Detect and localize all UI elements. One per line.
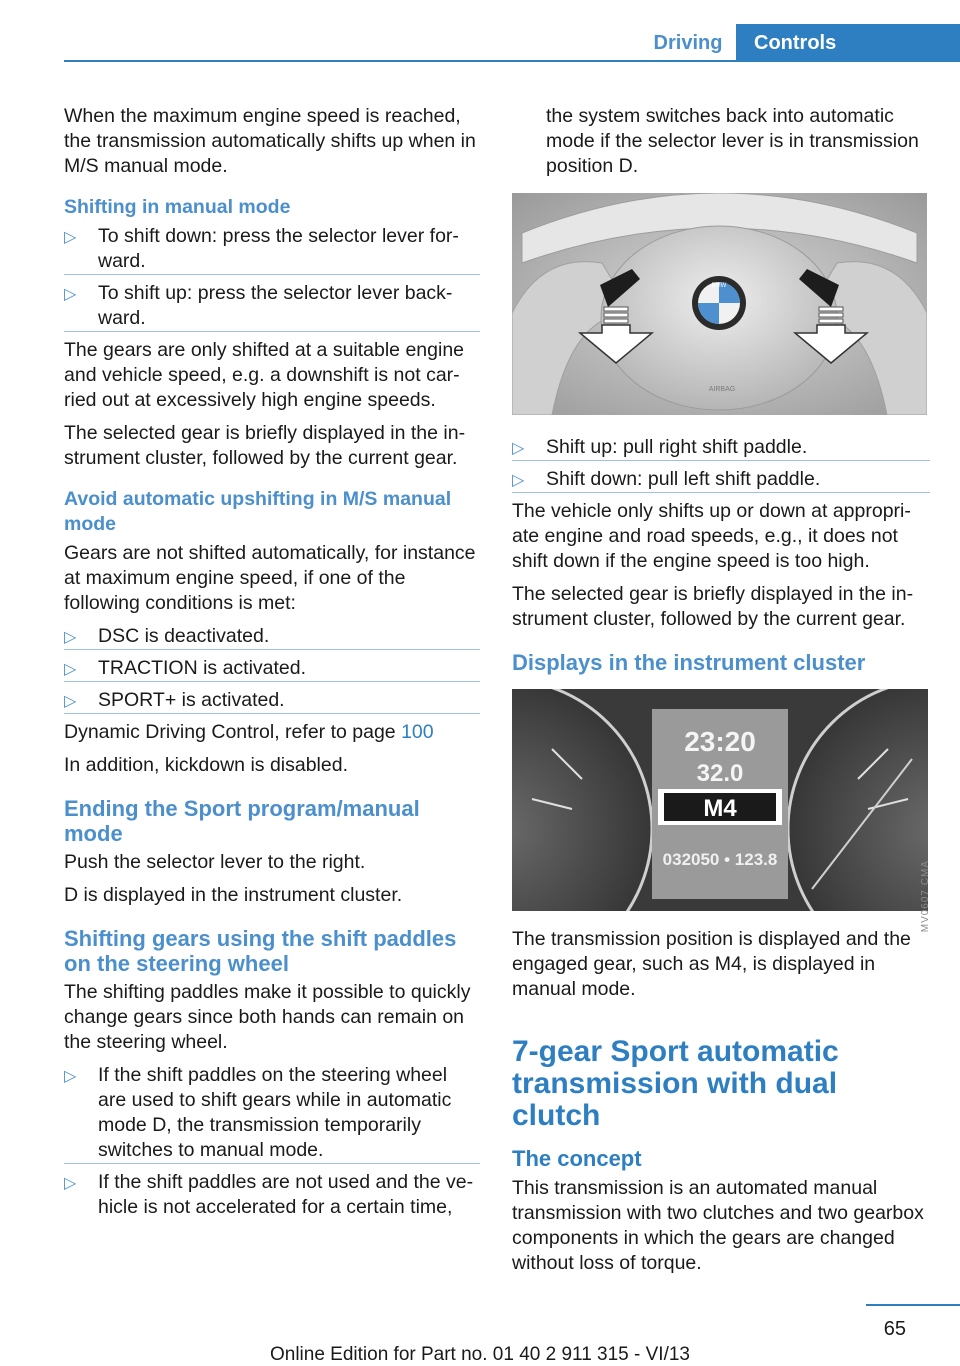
- instrument-cluster-illustration: [512, 689, 928, 911]
- bullet-triangle-icon: ▷: [64, 1068, 77, 1085]
- header-tab-driving: Driving: [653, 32, 723, 54]
- bullet-triangle-icon: ▷: [512, 472, 525, 489]
- right-column: [512, 104, 930, 1284]
- bullet-triangle-icon: ▷: [64, 286, 77, 303]
- footer-rule: [866, 1304, 960, 1306]
- page-link[interactable]: 100: [401, 721, 434, 743]
- header-rule: [64, 60, 960, 62]
- paragraph-page-reference: Dynamic Driving Control, refer to page 100: [64, 721, 434, 743]
- left-column: [64, 104, 480, 1226]
- bullet-triangle-icon: ▷: [512, 440, 525, 457]
- paragraph: The vehicle only shifts up or down at appropriate engine and road speeds, e.g., it does not shift down if the engine speed is too high.: [512, 500, 911, 572]
- steering-wheel-figure: [512, 193, 927, 415]
- steering-wheel-illustration: [512, 193, 927, 415]
- bullet-triangle-icon: ▷: [64, 1175, 77, 1192]
- bullet-triangle-icon: ▷: [64, 661, 77, 678]
- list-item: ▷ If the shift paddles on the steering wheel are used to shift gears while in automatic mode D, the transmission temporarily switches to manual mode.: [64, 1063, 480, 1164]
- heading-manual-mode: Shifting in manual mode: [64, 196, 291, 218]
- instrument-cluster-figure: [512, 689, 928, 911]
- logo-text: BMW: [711, 283, 727, 289]
- paragraph: When the maximum engine speed is reached, the transmission automatically shifts up when in M/S manual mode.: [64, 105, 476, 177]
- list-item: ▷ DSC is deactivated.: [64, 624, 480, 650]
- heading-shift-paddles: Shifting gears using the shift paddles on the steering wheel: [64, 926, 457, 976]
- heading-7-gear: 7-gear Sport automatic transmission with dual clutch: [512, 1035, 839, 1132]
- list-item: ▷ TRACTION is activated.: [64, 656, 480, 682]
- list-item: ▷ Shift up: pull right shift paddle.: [512, 435, 930, 461]
- heading-concept: The concept: [512, 1146, 642, 1171]
- paragraph: In addition, kickdown is disabled.: [64, 754, 348, 776]
- cluster-value: 32.0: [696, 760, 744, 787]
- cluster-odometer: 032050 • 123.8: [662, 850, 778, 869]
- paragraph: the system switches back into automatic mode if the selector lever is in transmission position D.: [546, 105, 919, 177]
- paragraph: The selected gear is briefly displayed in the instrument cluster, followed by the current gear.: [64, 422, 466, 469]
- manual-list: [64, 224, 480, 332]
- paragraph: D is displayed in the instrument cluster.: [64, 884, 403, 906]
- image-code: MV0607 CMA: [920, 860, 931, 933]
- paragraph: This transmission is an automated manual transmission with two clutches and two gearbox components in which the gears are changed without loss of torque.: [512, 1177, 924, 1274]
- header-tab-controls: Controls: [736, 24, 960, 62]
- list-item: ▷ Shift down: pull left shift paddle.: [512, 467, 930, 493]
- heading-ending-sport: Ending the Sport program/manual mode: [64, 796, 420, 846]
- list-item: ▷ To shift down: press the selector lever forward.: [64, 224, 480, 275]
- list-item: ▷ SPORT+ is activated.: [64, 688, 480, 714]
- list-item: ▷ If the shift paddles are not used and the vehicle is not accelerated for a certain time,: [64, 1171, 474, 1218]
- bullet-triangle-icon: ▷: [64, 693, 77, 710]
- heading-displays: Displays in the instrument cluster: [512, 650, 866, 675]
- shift-list: [512, 435, 930, 493]
- paragraph: Gears are not shifted automatically, for instance at maximum engine speed, if one of the following conditions is met:: [64, 542, 476, 614]
- page-number: 65: [883, 1318, 906, 1340]
- footer-edition: Online Edition for Part no. 01 40 2 911 315 - VI/13: [269, 1344, 691, 1365]
- paragraph: The transmission position is displayed and the engaged gear, such as M4, is displayed in manual mode.: [512, 928, 911, 1000]
- bullet-triangle-icon: ▷: [64, 629, 77, 646]
- conditions-list: [64, 624, 480, 714]
- paragraph: The gears are only shifted at a suitable engine and vehicle speed, e.g. a downshift is not carried out at excessively high engine speeds.: [64, 339, 465, 411]
- airbag-text: AIRBAG: [708, 386, 736, 393]
- paragraph: The shifting paddles make it possible to quickly change gears since both hands can remain on the steering wheel.: [64, 981, 471, 1053]
- cluster-gear: M4: [703, 795, 737, 822]
- paddle-list: [64, 1063, 480, 1220]
- cluster-time: 23:20: [684, 726, 756, 757]
- paragraph: Push the selector lever to the right.: [64, 851, 366, 873]
- heading-avoid-upshift: Avoid automatic upshifting in M/S manual mode: [64, 488, 452, 535]
- list-item: ▷ To shift up: press the selector lever backward.: [64, 281, 480, 332]
- bullet-triangle-icon: ▷: [64, 229, 77, 246]
- paragraph: The selected gear is briefly displayed in the instrument cluster, followed by the current gear.: [512, 583, 914, 630]
